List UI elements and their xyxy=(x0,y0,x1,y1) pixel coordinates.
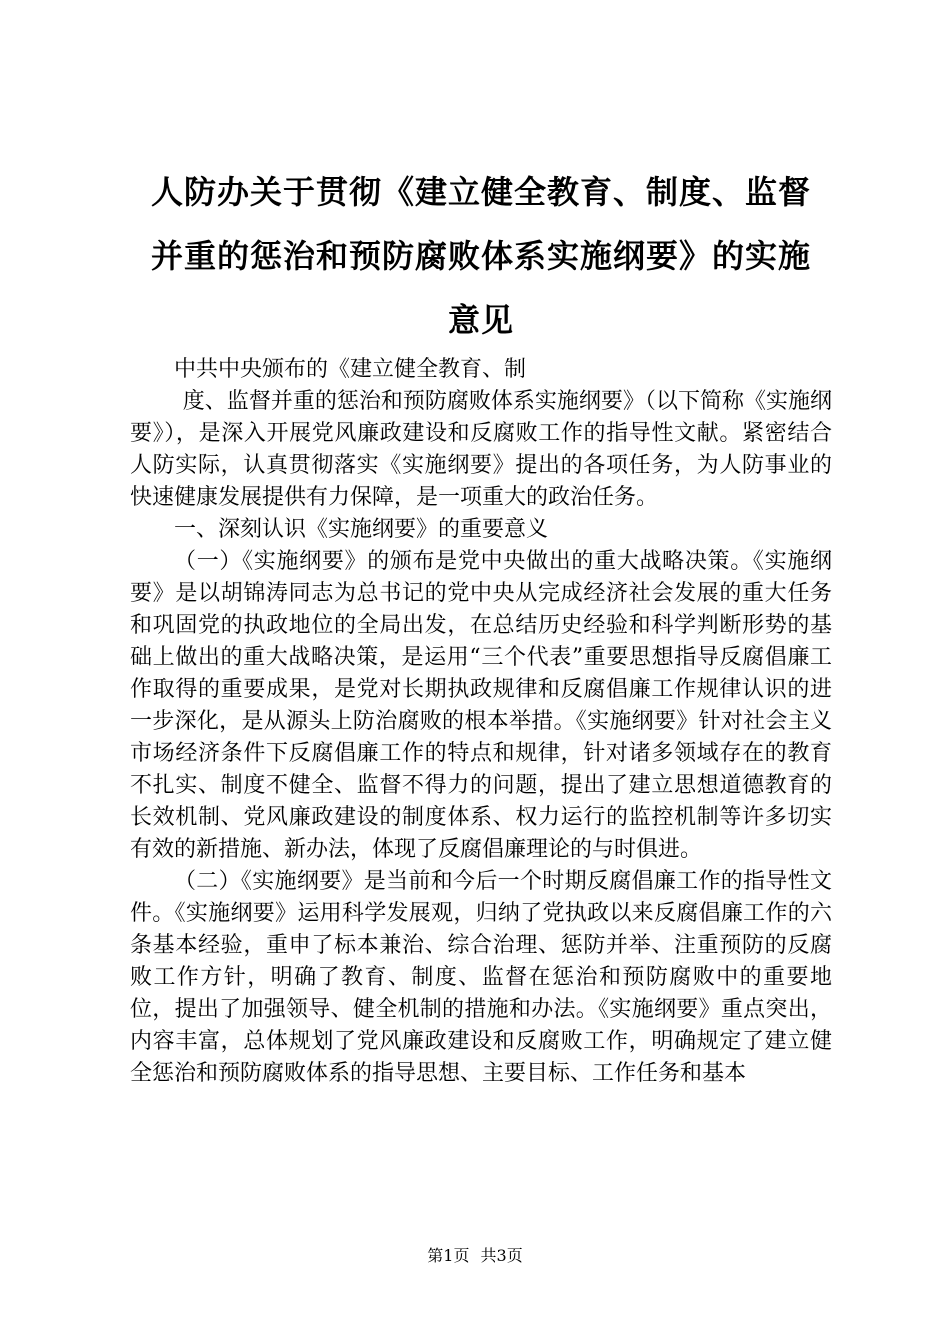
title-line-3: 意见 xyxy=(447,301,514,339)
page-total: 共3页 xyxy=(480,1246,523,1265)
document-page xyxy=(130,160,832,1090)
document-title xyxy=(130,160,832,352)
paragraph-section-1-2: （二）《实施纲要》是当前和今后一个时期反腐倡廉工作的指导性文件。《实施纲要》运用科学发展观，归纳了党执政以来反腐倡廉工作的六条基本经验，重申了标本兼治、综合治理、惩防并举、注重预防的反腐败工作方针，明确了教育、制度、监督在惩治和预防腐败中的重要地位，提出了加强领导、健全机制的措施和办法。《实施纲要》重点突出，内容丰富，总体规划了党风廉政建设和反腐败工作，明确规定了建立健全惩治和预防腐败体系的指导思想、主要目标、工作任务和基本 xyxy=(130,869,832,1086)
paragraph-intro-start: 中共中央颁布的《建立健全教育、制 xyxy=(174,357,527,382)
paragraph-section-1-1: （一）《实施纲要》的颁布是党中央做出的重大战略决策。《实施纲要》是以胡锦涛同志为总书记的党中央从完成经济社会发展的重大任务和巩固党的执政地位的全局出发，在总结历史经验和科学判断形势的基础上做出的重大战略决策，是运用“三个代表”重要思想指导反腐倡廉工作取得的重要成果，是党对长期执政规律和反腐倡廉工作规律认识的进一步深化，是从源头上防治腐败的根本举措。《实施纲要》针对社会主义市场经济条件下反腐倡廉工作的特点和规律，针对诸多领域存在的教育不扎实、制度不健全、监督不得力的问题，提出了建立思想道德教育的长效机制、党风廉政建设的制度体系、权力运行的监控机制等许多切实有效的新措施、新办法，体现了反腐倡廉理论的与时俱进。 xyxy=(130,549,832,862)
title-line-2: 并重的惩治和预防腐败体系实施纲要》的实施 xyxy=(150,237,811,275)
document-body xyxy=(130,354,832,1090)
title-line-1: 人防办关于贯彻《建立健全教育、制度、监督 xyxy=(150,173,811,211)
paragraph-intro: 度、监督并重的惩治和预防腐败体系实施纲要》（以下简称《实施纲要》），是深入开展党风廉政建设和反腐败工作的指导性文献。紧密结合人防实际，认真贯彻落实《实施纲要》提出的各项任务，为人防事业的快速健康发展提供有力保障，是一项重大的政治任务。 xyxy=(130,389,832,510)
page-number: 第1页 xyxy=(427,1246,470,1265)
section-heading-1: 一、深刻认识《实施纲要》的重要意义 xyxy=(174,517,549,542)
page-footer xyxy=(0,1246,950,1266)
